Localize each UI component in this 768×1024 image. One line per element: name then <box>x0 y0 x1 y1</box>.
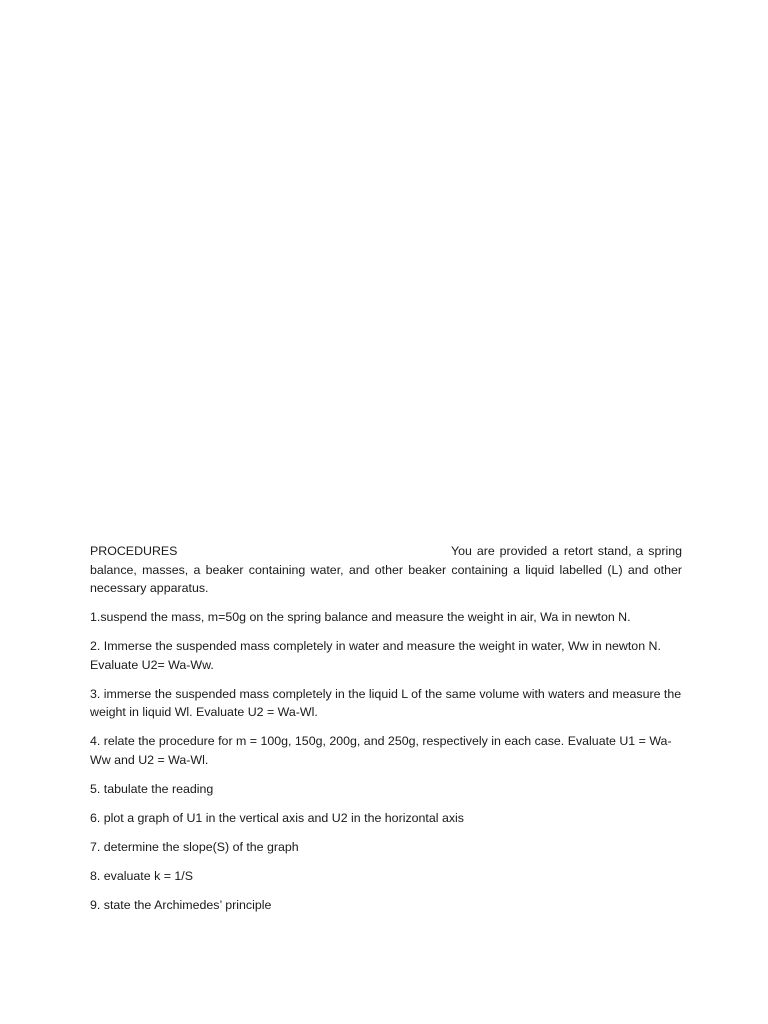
procedure-step-5: 5. tabulate the reading <box>90 781 214 796</box>
intro-text: You are provided a retort stand, a spring balance, masses, a beaker containing water, and other beaker containing a liquid labelled (L) and other necessary apparatus. <box>90 544 682 595</box>
procedure-step-4: 4. relate the procedure for m = 100g, 150g, 200g, and 250g, respectively in each case. Evaluate U1 = Wa-Ww and U2 = Wa-Wl. <box>90 734 672 767</box>
procedure-step-1: 1.suspend the mass, m=50g on the spring balance and measure the weight in air, Wa in newton N. <box>90 610 631 624</box>
procedure-step-9: 9. state the Archimedes’ principle <box>90 897 272 912</box>
intro-paragraph <box>90 542 682 598</box>
procedure-step-7: 7. determine the slope(S) of the graph <box>90 839 299 854</box>
procedure-step-8: 8. evaluate k = 1/S <box>90 868 193 883</box>
section-heading: PROCEDURES <box>90 544 178 558</box>
procedure-step-2: 2. Immerse the suspended mass completely in water and measure the weight in water, Ww in newton N. Evaluate U2= Wa-Ww. <box>90 639 661 672</box>
procedures-section <box>90 542 682 925</box>
procedure-step-3: 3. immerse the suspended mass completely in the liquid L of the same volume with waters and measure the weight in liquid Wl. Evaluate U2 = Wa-Wl. <box>90 686 682 719</box>
procedure-step-6: 6. plot a graph of U1 in the vertical axis and U2 in the horizontal axis <box>90 810 464 825</box>
